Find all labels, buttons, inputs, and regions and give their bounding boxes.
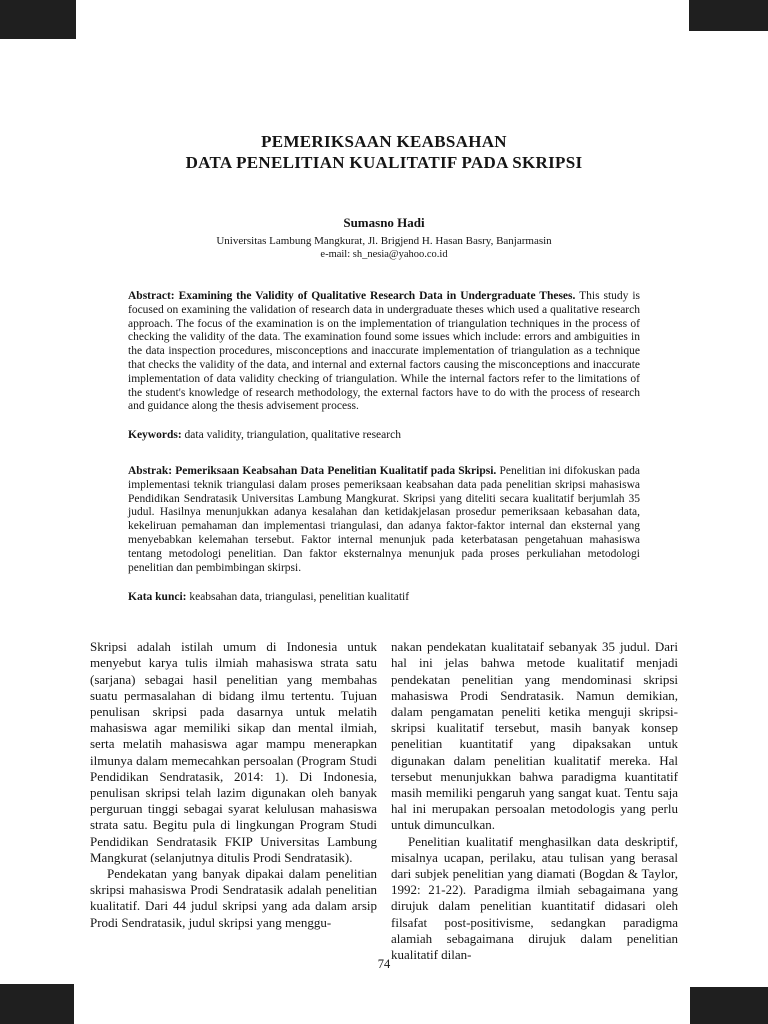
author-name: Sumasno Hadi [343, 215, 425, 230]
scan-corner-bottom-right [690, 987, 768, 1024]
paragraph: nakan pendekatan kualitataif sebanyak 35 judul. Dari hal ini jelas bahwa metode kualitatif menjadi pendekatan penelitian yang mendominasi skripsi mahasiswa Prodi Sendratasik. Namun demikian, dalam pengamatan peneliti ketika menguji skripsi-skripsi kualitatif tersebut, masih banyak konsep penelitian kuantitatif yang dipaksakan untuk digunakan dalam penelitian kualitatif mereka. Hal tersebut menunjukkan bahwa paradigma kuantitatif masih memiliki pengaruh yang sangat kuat. Tentu saja hal ini merupakan persoalan metodologis yang perlu untuk dimunculkan. [391, 639, 678, 833]
scan-corner-top-left [0, 0, 76, 39]
abstract-en-label: Abstract: [128, 290, 175, 302]
page-number: 74 [377, 957, 391, 971]
article-body [90, 639, 678, 963]
paragraph: Pendekatan yang banyak dipakai dalam penelitian skripsi mahasiswa Prodi Sendratasik adalah penelitian kualitatif. Dari 44 judul skripsi yang ada dalam arsip Prodi Sendratasik, judul skripsi yang menggu- [90, 865, 377, 930]
page-content [90, 0, 678, 963]
scan-corner-top-right [689, 0, 768, 31]
paper-title [90, 131, 678, 173]
abstract-section [128, 290, 640, 605]
abstract-en-title: Examining the Validity of Qualitative Research Data in Undergraduate Theses. [178, 290, 576, 302]
abstract-id-paragraph [128, 465, 640, 575]
keywords-id-label: Kata kunci: [128, 591, 187, 604]
keywords-en [128, 429, 640, 443]
abstract-en-body: This study is focused on examining the validation of research data in undergraduate theses which used a qualitative research approach. The focus of the examination is on the implementation of triangulation techniques in the process of checking the validity of the data. The examination found some issues which include: errors and ambiguities in the data inspection procedures, misconceptions and inaccurate implementation of triangulation as a technique that checks the validity of the data, and internal and external factors causing the misconceptions and inaccurate implementation of data validity checking of triangulation. While the internal factors refer to the limitations of the student's knowledge of research methodology, the external factors have to do with the process of research and guidance along the thesis advisement process. [128, 290, 640, 413]
article-column-left [90, 639, 377, 963]
keywords-id-body: keabsahan data, triangulasi, penelitian kualitatif [189, 591, 410, 604]
keywords-en-label: Keywords: [128, 429, 182, 442]
author-affiliation: Universitas Lambung Mangkurat, Jl. Brigjend H. Hasan Basry, Banjarmasin [216, 235, 552, 247]
author-email: e-mail: sh_nesia@yahoo.co.id [320, 249, 448, 260]
paragraph: Skripsi adalah istilah umum di Indonesia untuk menyebut karya tulis ilmiah mahasiswa strata satu (sarjana) sebagai hasil penelitian yang membahas suatu permasalahan di bidang ilmu tertentu. Tujuan penulisan skripsi pada dasarnya untuk melatih mahasiswa agar memiliki sikap dan mental ilmiah, serta melatih mahasiswa agar mampu menerapkan ilmunya dalam memecahkan persoalan (Program Studi Pendidikan Sendratasik, 2014: 1). Di Indonesia, penulisan skripsi telah lazim digunakan oleh banyak perguruan tinggi sebagai syarat kelulusan mahasiswa strata satu. Begitu pula di lingkungan Program Studi Pendidikan Sendratasik FKIP Universitas Lambung Mangkurat (selanjutnya ditulis Prodi Sendratasik). [90, 639, 377, 865]
abstract-id-body: Penelitian ini difokuskan pada implementasi teknik triangulasi dalam proses pemeriksaan keabsahan data pada penelitian skripsi mahasiswa Pendidikan Sendratasik Universitas Lambung Mangkurat. Skripsi yang diteliti secara kualitatif berjumlah 35 judul. Hasilnya menunjukkan adanya kesalahan dan ketidakjelasan prosedur pemeriksaan kebasahan data, kekeliruan pemahaman dan implementasi triangulasi, dan adanya faktor-faktor internal dan eksternal yang menyebabkan kelemahan tersebut. Faktor internal menunjuk pada keterbatasan pengetahuan mahasiswa tentang metodologi penelitian. Dan faktor eksternalnya menunjuk pada proses perkuliahan metodologi penelitian dan pembimbingan skirpsi. [128, 464, 640, 574]
scan-corner-bottom-left [0, 984, 74, 1024]
paper-title-line1: PEMERIKSAAN KEABSAHAN [261, 132, 507, 151]
abstract-id-label: Abstrak: [128, 464, 173, 477]
paper-title-line2: DATA PENELITIAN KUALITATIF PADA SKRIPSI [185, 153, 583, 172]
paragraph: Penelitian kualitatif menghasilkan data deskriptif, misalnya ucapan, perilaku, atau tulisan yang berasal dari subjek penelitian yang diamati (Bogdan & Taylor, 1992: 21-22). Paradigma ilmiah sebagaimana yang dirujuk dalam penelitian kuantitatif didasari oleh filsafat post-positivisme, sedangkan paradigma alamiah sebagaimana dirujuk dalam penelitian kualitatif dilan- [391, 833, 678, 962]
keywords-id [128, 591, 640, 605]
keywords-en-body: data validity, triangulation, qualitative research [184, 429, 401, 442]
abstract-en-paragraph [128, 290, 640, 414]
article-column-right [391, 639, 678, 963]
author-block [90, 215, 678, 260]
abstract-id-title: Pemeriksaan Keabsahan Data Penelitian Kualitatif pada Skripsi. [175, 464, 497, 477]
